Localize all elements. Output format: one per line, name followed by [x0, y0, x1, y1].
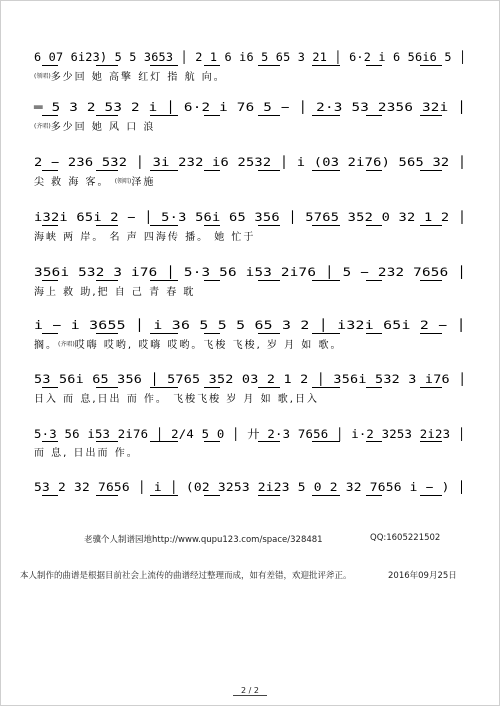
beam-line: [150, 387, 178, 388]
beam-line: [204, 115, 220, 116]
beam-line: [420, 495, 442, 496]
beam-line: [204, 225, 220, 226]
beam-line: [312, 280, 340, 281]
beam-line: [366, 387, 382, 388]
beam-line: [42, 333, 58, 334]
staff-notes: i − i 3655 │ i 36 5 5 5 65 3 2 │ i32i 65i 2 − │: [34, 318, 466, 332]
beam-line: [204, 333, 220, 334]
beam-line: [420, 115, 442, 116]
beam-line: [366, 225, 382, 226]
beam-line: [258, 115, 280, 116]
beam-line: [366, 170, 382, 171]
qq-number: QQ:1605221502: [370, 533, 441, 543]
staff-row-9: [34, 480, 466, 526]
beam-line: [420, 280, 442, 281]
beam-line: [420, 225, 442, 226]
beam-line: [258, 387, 280, 388]
beam-line: [96, 170, 118, 171]
beam-line: [96, 115, 118, 116]
beam-line: [258, 225, 280, 226]
beam-line: [42, 280, 58, 281]
beam-line: [312, 170, 340, 171]
page-number-text: 2 / 2: [233, 686, 267, 696]
beam-line: [366, 441, 382, 442]
beam-line: [42, 495, 58, 496]
singer-role-marker: (领唱): [114, 178, 132, 185]
beam-line: [420, 170, 442, 171]
beam-line: [258, 280, 280, 281]
beam-line: [258, 170, 280, 171]
beam-line: [312, 495, 340, 496]
beam-line: [258, 333, 280, 334]
staff-row-2: [34, 100, 466, 146]
beam-line: [96, 280, 118, 281]
page-number: [0, 686, 500, 695]
beam-line: [366, 495, 382, 496]
beam-line: [42, 387, 58, 388]
staff-row-5: [34, 265, 466, 311]
beam-line: [150, 441, 178, 442]
staff-notes: ═ 5 3 2 53 2 i │ 6·2 i 76 5 − │ 2·3 53 2356 32i │: [34, 100, 467, 114]
staff-lyrics: 日入 而 息,日出 而 作。 飞梭飞梭 岁 月 如 歌,日入: [34, 394, 319, 405]
beam-line: [420, 387, 442, 388]
beam-line: [420, 333, 442, 334]
beam-line: [96, 333, 118, 334]
staff-lyrics: $^{(领唱)}$多少回 她 高擎 红灯 指 航 向。: [34, 72, 226, 83]
singer-role-marker: (领唱): [34, 73, 51, 80]
staff-notes: 53 2 32 7656 │ i │ (02 3253 2i23 5 0 2 32 7656 i − ) │: [34, 480, 466, 494]
beam-line: [204, 170, 220, 171]
beam-line: [312, 65, 340, 66]
beam-line: [204, 441, 220, 442]
beam-line: [258, 495, 280, 496]
staff-row-8: [34, 426, 466, 472]
beam-line: [150, 65, 178, 66]
beam-line: [150, 495, 178, 496]
staff-notes: 53 56i 65 356 │ 5765 352 03 2 1 2 │ 356i 532 3 i76 │: [34, 372, 467, 386]
staff-notes: 5·3 56 i53 2i76 │ 2/4 5 0 │ 廾 2·3 7656 │ i·2 3253 2i23 │: [34, 427, 466, 441]
staff-row-1: [34, 50, 466, 96]
staff-row-7: [34, 372, 466, 418]
staff-lyrics: 而 息, 日出而 作。: [34, 448, 139, 459]
beam-line: [312, 441, 340, 442]
staff-lyrics: 尖 救 海 客。 $^{(领唱)}$泽施: [34, 177, 156, 188]
beam-line: [420, 441, 442, 442]
beam-line: [366, 65, 382, 66]
beam-line: [150, 225, 178, 226]
beam-line: [366, 280, 382, 281]
staff-notes: 356i 532 3 i76 │ 5·3 56 i53 2i76 │ 5 − 232 7656 │: [34, 265, 467, 279]
beam-line: [204, 65, 220, 66]
publish-date: 2016年09月25日: [388, 571, 457, 581]
beam-line: [42, 441, 58, 442]
beam-line: [96, 387, 118, 388]
singer-role-marker: (齐唱): [58, 341, 75, 348]
beam-line: [258, 65, 280, 66]
beam-line: [96, 65, 118, 66]
disclaimer-text: 本人制作的曲谱是根据目前社会上流传的曲谱经过整理而成，如有差错，欢迎批评斧正。: [20, 571, 352, 581]
staff-notes: 6 07 6i2̇3̇) 5 5 3653 │ 2 1 6 i6 5 65 3 21 │ 6·2 i 6 56i6 5 │: [34, 50, 467, 64]
beam-line: [420, 65, 442, 66]
staff-lyrics: 搁。$^{(齐唱)}$哎嗨 哎哟, 哎嗨 哎哟。飞梭 飞梭, 岁 月 如 歌。: [34, 340, 343, 351]
singer-role-marker: (齐唱): [34, 123, 51, 130]
beam-line: [42, 225, 58, 226]
beam-line: [96, 495, 118, 496]
beam-line: [150, 280, 178, 281]
beam-line: [312, 387, 340, 388]
beam-line: [258, 441, 280, 442]
beam-line: [150, 115, 178, 116]
staff-row-6: [34, 318, 466, 364]
staff-lyrics: $^{(齐唱)}$多少回 她 风 口 浪: [34, 122, 156, 133]
staff-row-4: [34, 210, 466, 256]
beam-line: [312, 333, 340, 334]
beam-line: [150, 333, 178, 334]
staff-notes: i32i 65i 2 − │ 5·3 56i 65 356 │ 5765 352 0 32 1 2 │: [34, 210, 467, 224]
beam-line: [312, 115, 340, 116]
beam-line: [204, 495, 220, 496]
beam-line: [366, 333, 382, 334]
beam-line: [204, 280, 220, 281]
producer-credit: 老骥个人制谱园地http://www.qupu123.com/space/328481: [84, 535, 323, 545]
staff-notes: 2 − 236 532 │ 3i 232 i6 2532 │ i (03 2i76) 565 32 │: [34, 155, 467, 169]
staff-row-3: [34, 155, 466, 201]
beam-line: [42, 170, 58, 171]
beam-line: [42, 115, 58, 116]
beam-line: [366, 115, 382, 116]
beam-line: [96, 441, 118, 442]
beam-line: [42, 65, 58, 66]
staff-lyrics: 海上 救 助,把 自 己 青 春 耽: [34, 287, 196, 298]
beam-line: [150, 170, 178, 171]
staff-lyrics: 海峡 两 岸。 名 声 四海传 播。 她 忙于: [34, 232, 256, 243]
beam-line: [312, 225, 340, 226]
beam-line: [204, 387, 220, 388]
beam-line: [96, 225, 118, 226]
